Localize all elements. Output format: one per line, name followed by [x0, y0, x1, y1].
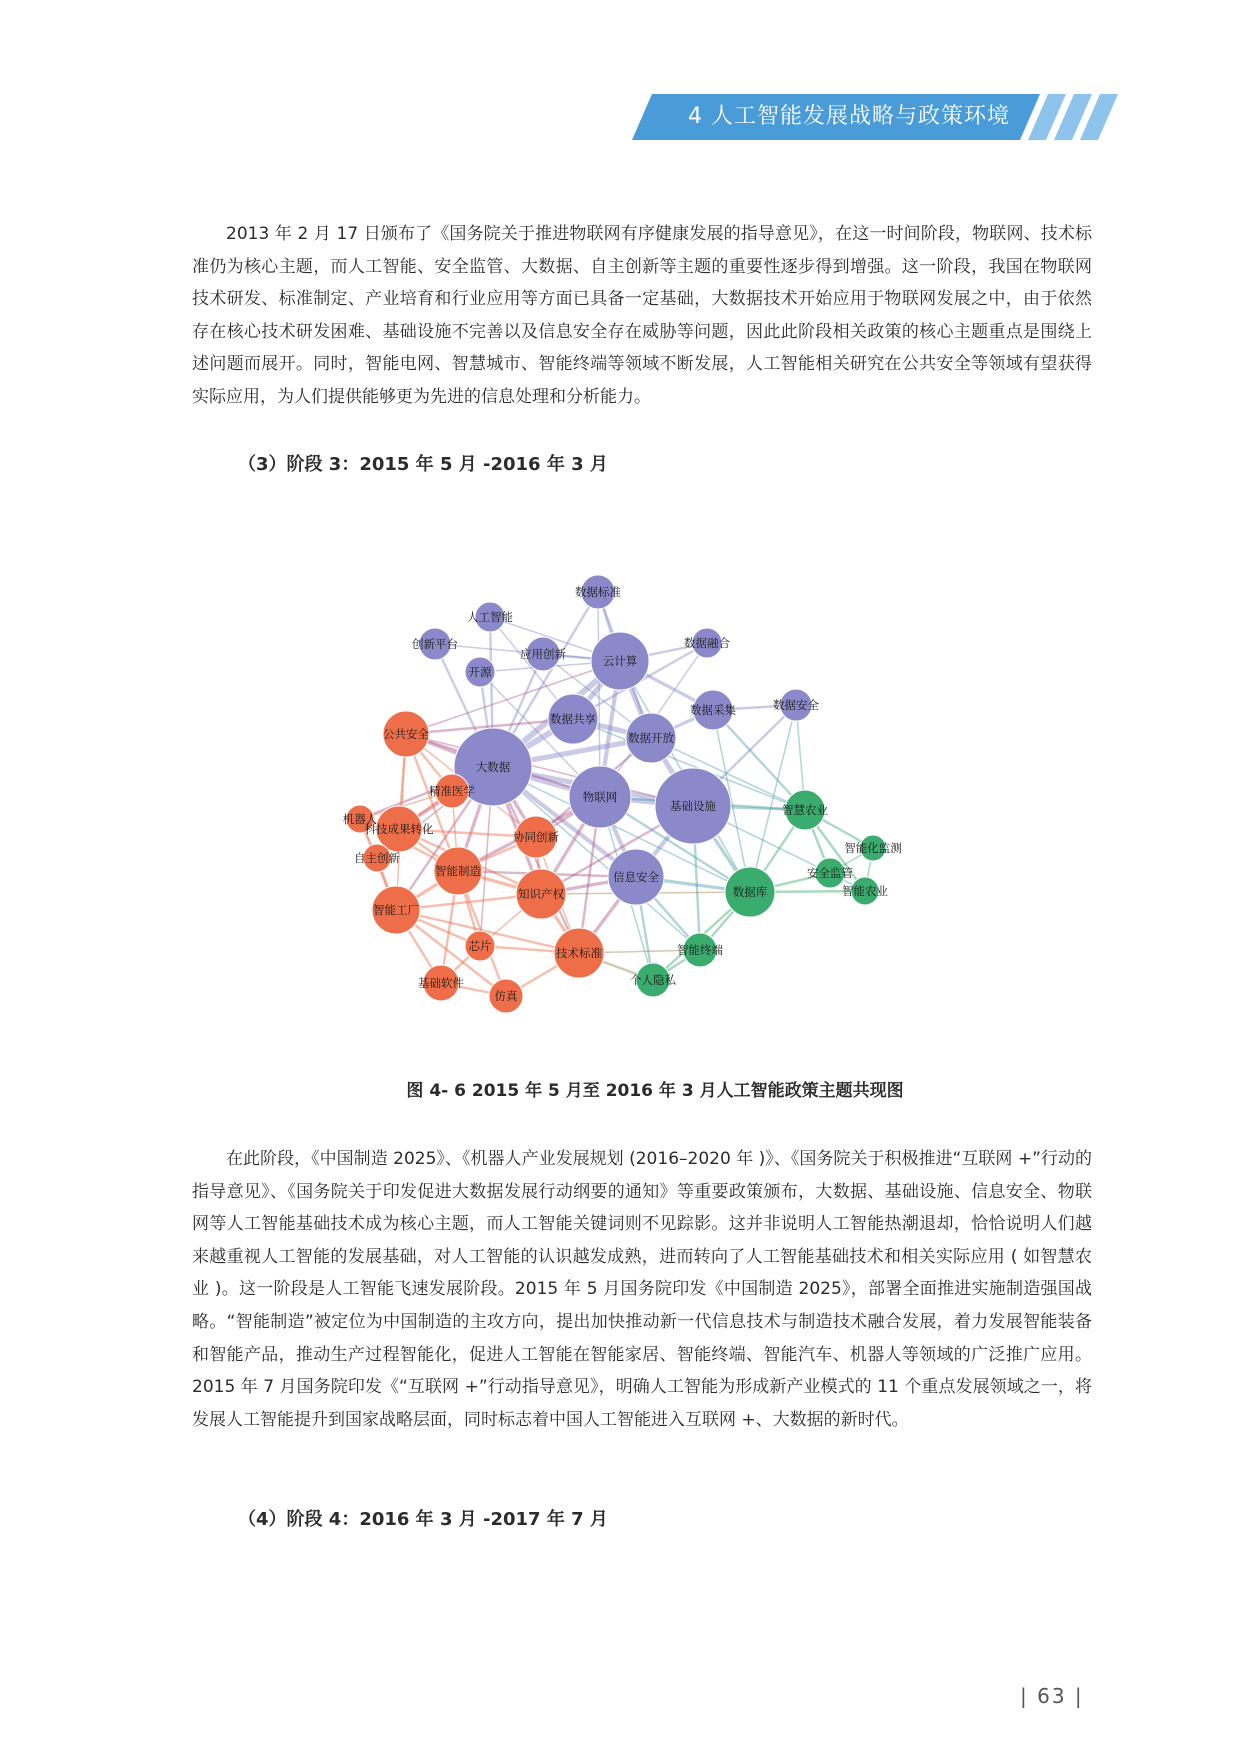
network-node-label: 智能工厂 [373, 903, 419, 917]
topic-cooccurrence-network-figure [290, 540, 1030, 1040]
chapter-header-banner [0, 92, 1240, 142]
network-node-label: 创新平台 [412, 637, 458, 651]
network-node [655, 768, 731, 844]
network-node-label: 机器人 [342, 812, 378, 826]
network-node [548, 694, 598, 744]
network-node-label: 基础软件 [418, 976, 464, 990]
network-node-label: 大数据 [475, 760, 511, 774]
network-node [725, 867, 775, 917]
network-node [467, 602, 513, 632]
network-node-label: 智慧农业 [782, 803, 828, 817]
header-banner-shape [0, 92, 1240, 142]
network-node-label: 精准医学 [429, 784, 475, 798]
network-node-label: 应用创新 [520, 647, 566, 661]
network-node [608, 849, 664, 905]
chapter-title: 4 人工智能发展战略与政策环境 [688, 104, 1010, 129]
network-node-label: 人工智能 [467, 610, 513, 624]
network-node-label: 公共安全 [383, 727, 429, 741]
network-node-label: 智能农业 [842, 884, 888, 898]
network-node [412, 628, 458, 660]
network-node-label: 知识产权 [518, 887, 564, 901]
network-node-label: 技术标准 [556, 946, 602, 960]
network-node [569, 766, 631, 828]
network-node [465, 657, 495, 687]
network-node [434, 847, 482, 895]
network-node [690, 690, 736, 730]
network-node [782, 790, 828, 830]
network-node-label: 数据库 [732, 885, 768, 899]
network-node [844, 835, 902, 861]
network-node-label: 智能制造 [435, 864, 481, 878]
network-node [842, 877, 888, 905]
body-paragraph-1: 2013 年 2 月 17 日颁布了《国务院关于推进物联网有序健康发展的指导意见》，在这一时间阶段，物联网、技术标准仍为核心主题，而人工智能、安全监管、大数据、自主创新等主题的重要性逐步得到增强。这一阶段，我国在物联网技术研发、标准制定、产业培育和行业应用等方面已具备一定基础，大数据技术开始应用于物联网发展之中，由于依然存在核心技术研发困难、基础设施不完善以及信息安全存在威胁等问题，因此此阶段相关政策的核心主题重点是围绕上述问题而展开。同时，智能电网、智慧城市、智能终端等领域不断发展，人工智能相关研究在公共安全等领域有望获得实际应用，为人们提供能够更为先进的信息处理和分析能力。 [192, 224, 1092, 407]
network-node-label: 数据开放 [628, 731, 674, 745]
network-node-label: 安全监管 [807, 866, 853, 880]
network-node-label: 数据安全 [773, 698, 819, 712]
network-node [465, 931, 495, 961]
network-node [489, 979, 523, 1013]
network-node [591, 632, 649, 690]
network-node-label: 基础设施 [670, 799, 716, 813]
figure-caption: 图 4- 6 2015 年 5 月至 2016 年 3 月人工智能政策主题共现图 [406, 1081, 904, 1101]
page-number: | 63 | [1020, 1684, 1084, 1708]
network-node [516, 869, 566, 919]
network-node-label: 个人隐私 [630, 973, 676, 987]
section-heading-stage-3: （3）阶段 3：2015 年 5 月 -2016 年 3 月 [238, 454, 608, 475]
network-node-label: 信息安全 [613, 870, 659, 884]
network-node-label: 数据共享 [550, 712, 596, 726]
network-graph [290, 540, 1030, 1040]
network-node [372, 886, 420, 934]
network-node-label: 仿真 [494, 989, 518, 1003]
network-node-label: 科技成果转化 [364, 822, 434, 836]
section-heading-stage-4: （4）阶段 4：2016 年 3 月 -2017 年 7 月 [238, 1509, 608, 1530]
network-node [575, 575, 621, 609]
network-node-label: 智能化监测 [844, 841, 902, 855]
network-node-label: 开源 [468, 665, 492, 679]
network-node-label: 协同创新 [513, 830, 559, 844]
network-node-label: 数据标准 [575, 585, 621, 599]
network-node [773, 689, 819, 721]
network-node [554, 928, 604, 978]
network-node-label: 智能终端 [677, 943, 723, 957]
network-node-label: 云计算 [602, 654, 638, 668]
network-node-label: 自主创新 [354, 851, 400, 865]
network-node-label: 数据融合 [684, 636, 730, 650]
network-node [418, 965, 464, 1001]
network-node [383, 711, 429, 757]
network-node [684, 628, 730, 658]
network-node [626, 713, 676, 763]
network-node-label: 物联网 [582, 790, 618, 804]
body-paragraph-2: 在此阶段，《中国制造 2025》、《机器人产业发展规划 (2016–2020 年 )》、《国务院关于积极推进“互联网 +”行动的指导意见》、《国务院关于印发促进大数据发展行动纲要的通知》等重要政策颁布，大数据、基础设施、信息安全、物联网等人工智能基础技术成为核心主题，而人工智能关键词则不见踪影。这并非说明人工智能热潮退却，恰恰说明人们越来越重视人工智能的发展基础，对人工智能的认识越发成熟，进而转向了人工智能基础技术和相关实际应用 ( 如智慧农业 )。这一阶段是人工智能飞速发展阶段。2015 年 5 月国务院印发《中国制造 2025》，部署全面推进实施制造强国战略。“智能制造”被定位为中国制造的主攻方向，提出加快推动新一代信息技术与制造技术融合发展，着力发展智能装备和智能产品，推动生产过程智能化，促进人工智能在智能家居、智能终端、智能汽车、机器人等领域的广泛推广应用。2015 年 7 月国务院印发《“互联网 +”行动指导意见》，明确人工智能为形成新产业模式的 11 个重点发展领域之一，将发展人工智能提升到国家战略层面，同时标志着中国人工智能进入互联网 +、大数据的新时代。 [192, 1149, 1092, 1430]
network-node [677, 933, 723, 967]
network-node-label: 数据采集 [690, 703, 736, 717]
network-node-label: 芯片 [468, 939, 492, 953]
